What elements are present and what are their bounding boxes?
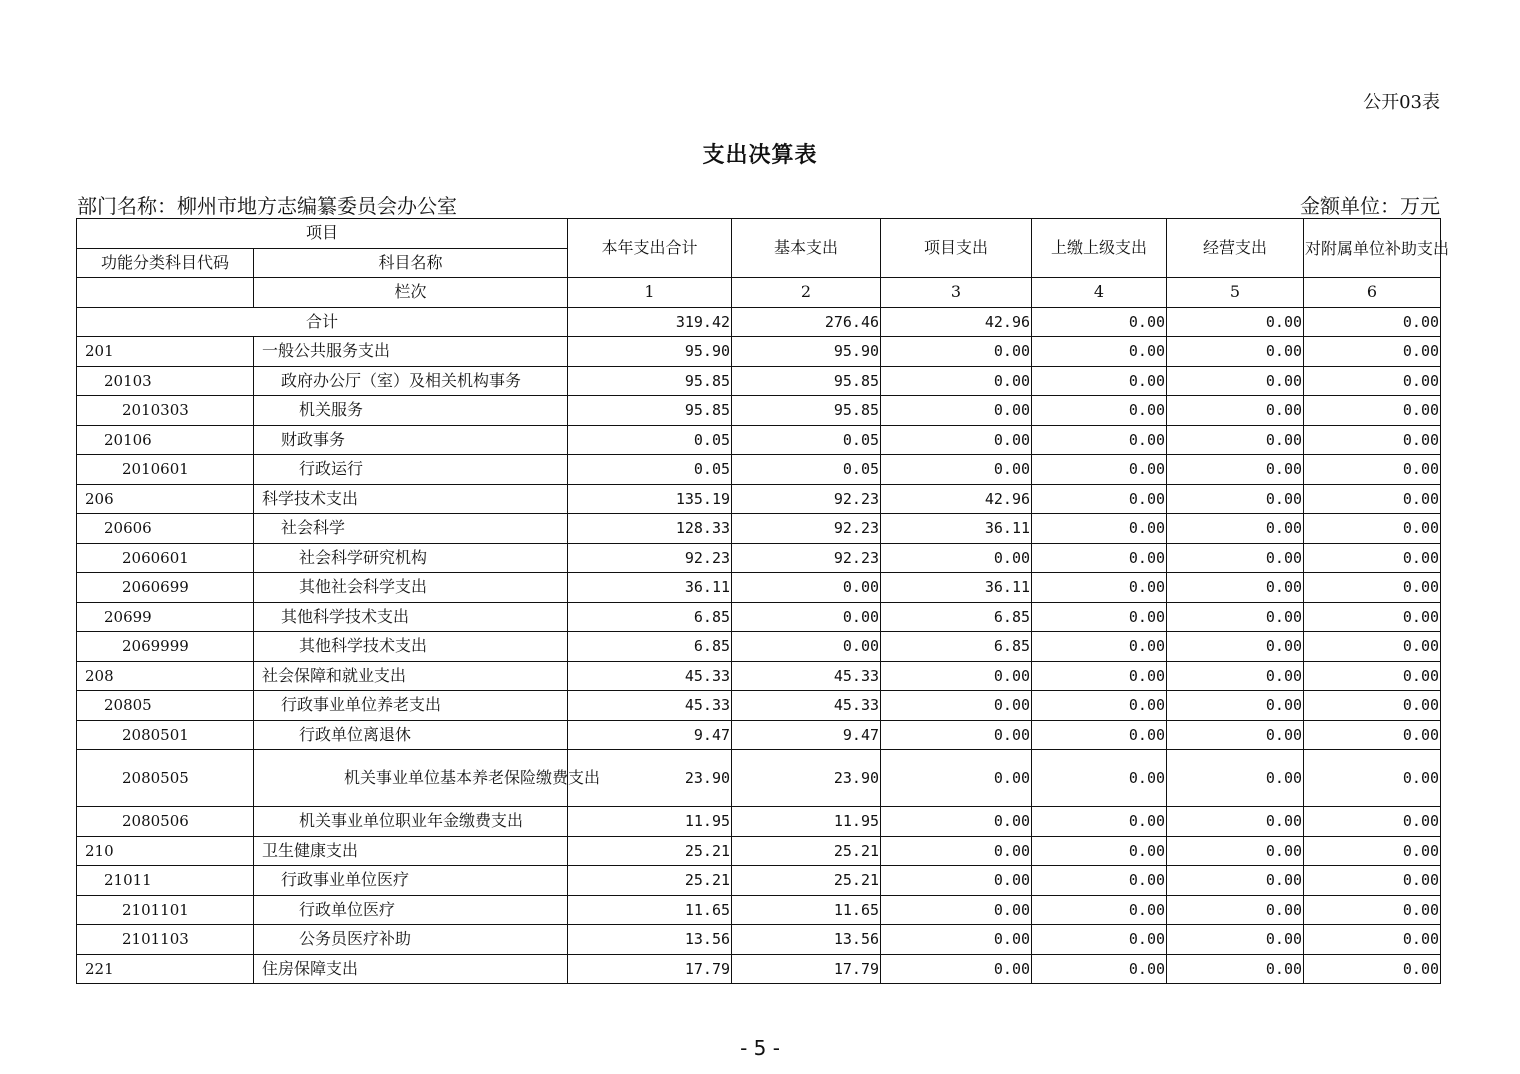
- amount-cell: 17.79: [732, 954, 881, 984]
- header-code: 功能分类科目代码: [77, 248, 254, 278]
- table-row: [77, 807, 1441, 837]
- amount-cell: 0.00: [1032, 396, 1167, 426]
- amount-cell: 0.00: [1167, 366, 1304, 396]
- form-number: 公开03表: [1363, 92, 1440, 113]
- amount-cell: 0.00: [1304, 925, 1441, 955]
- amount-cell: 0.00: [1167, 543, 1304, 573]
- subject-code: 221: [77, 954, 254, 984]
- amount-cell: 0.00: [1304, 337, 1441, 367]
- amount-cell: 0.00: [881, 691, 1032, 721]
- department-name: 部门名称：柳州市地方志编纂委员会办公室: [77, 194, 457, 218]
- amount-cell: 0.00: [732, 573, 881, 603]
- table-row: [77, 543, 1441, 573]
- amount-cell: 45.33: [568, 661, 732, 691]
- table-row: [77, 396, 1441, 426]
- subject-name: 公务员医疗补助: [254, 925, 568, 955]
- amount-cell: 0.00: [1032, 691, 1167, 721]
- amount-cell: 0.00: [1032, 484, 1167, 514]
- amount-cell: 6.85: [568, 632, 732, 662]
- subject-name: 住房保障支出: [254, 954, 568, 984]
- subject-name: 行政运行: [254, 455, 568, 485]
- amount-cell: 45.33: [732, 661, 881, 691]
- amount-cell: 0.00: [881, 750, 1032, 807]
- subject-code: 2010601: [77, 455, 254, 485]
- amount-cell: 0.00: [1167, 602, 1304, 632]
- amount-cell: 11.95: [732, 807, 881, 837]
- amount-cell: 0.00: [881, 396, 1032, 426]
- subject-code: 206: [77, 484, 254, 514]
- amount-cell: 0.00: [1167, 691, 1304, 721]
- amount-cell: 0.00: [1304, 895, 1441, 925]
- amount-cell: 95.85: [568, 396, 732, 426]
- amount-cell: 0.00: [881, 425, 1032, 455]
- subject-name: 机关服务: [254, 396, 568, 426]
- total-cell: 42.96: [881, 307, 1032, 337]
- subject-name: 其他社会科学支出: [254, 573, 568, 603]
- amount-cell: 36.11: [881, 514, 1032, 544]
- amount-cell: 0.00: [1304, 455, 1441, 485]
- amount-cell: 0.00: [1167, 455, 1304, 485]
- amount-cell: 0.00: [1304, 720, 1441, 750]
- subject-name: 行政单位离退休: [254, 720, 568, 750]
- subject-code: 20103: [77, 366, 254, 396]
- total-cell: 0.00: [1032, 307, 1167, 337]
- amount-cell: 0.00: [1167, 632, 1304, 662]
- subject-name: 机关事业单位职业年金缴费支出: [254, 807, 568, 837]
- amount-cell: 11.65: [732, 895, 881, 925]
- header-project: 项目支出: [881, 219, 1032, 278]
- amount-cell: 11.95: [568, 807, 732, 837]
- subject-code: 201: [77, 337, 254, 367]
- amount-cell: 0.00: [1167, 337, 1304, 367]
- amount-cell: 36.11: [881, 573, 1032, 603]
- subject-code: 20606: [77, 514, 254, 544]
- subject-name: 政府办公厅（室）及相关机构事务: [254, 366, 568, 396]
- subject-name: 社会科学研究机构: [254, 543, 568, 573]
- amount-cell: 17.79: [568, 954, 732, 984]
- index-3: 3: [881, 278, 1032, 308]
- amount-cell: 23.90: [568, 750, 732, 807]
- page-title: 支出决算表: [702, 143, 818, 168]
- amount-cell: 0.00: [1304, 543, 1441, 573]
- amount-cell: 0.00: [1304, 573, 1441, 603]
- amount-cell: 6.85: [568, 602, 732, 632]
- amount-cell: 92.23: [732, 543, 881, 573]
- amount-cell: 0.00: [1167, 866, 1304, 896]
- amount-cell: 0.00: [1032, 514, 1167, 544]
- header-subsidy: 对附属单位补助支出: [1304, 219, 1441, 278]
- amount-cell: 6.85: [881, 602, 1032, 632]
- subject-name: 一般公共服务支出: [254, 337, 568, 367]
- table-row: [77, 455, 1441, 485]
- table-row: [77, 925, 1441, 955]
- subject-name: 科学技术支出: [254, 484, 568, 514]
- amount-cell: 0.00: [1167, 750, 1304, 807]
- amount-cell: 95.90: [568, 337, 732, 367]
- amount-cell: 0.00: [1167, 807, 1304, 837]
- amount-unit: 金额单位：万元: [1300, 194, 1440, 218]
- header-row-1: [77, 219, 1441, 249]
- index-blank: [77, 278, 254, 308]
- header-index-row: [77, 278, 1441, 308]
- amount-cell: 95.90: [732, 337, 881, 367]
- amount-cell: 0.00: [1032, 661, 1167, 691]
- amount-cell: 6.85: [881, 632, 1032, 662]
- table-row: [77, 954, 1441, 984]
- amount-cell: 95.85: [568, 366, 732, 396]
- subject-name: 行政单位医疗: [254, 895, 568, 925]
- index-4: 4: [1032, 278, 1167, 308]
- amount-cell: 0.00: [1167, 954, 1304, 984]
- subject-code: 2080505: [77, 750, 254, 807]
- amount-cell: 11.65: [568, 895, 732, 925]
- subject-name: 社会科学: [254, 514, 568, 544]
- amount-cell: 0.00: [1032, 366, 1167, 396]
- amount-cell: 0.05: [568, 425, 732, 455]
- amount-cell: 25.21: [568, 836, 732, 866]
- amount-cell: 92.23: [732, 484, 881, 514]
- index-6: 6: [1304, 278, 1441, 308]
- amount-cell: 0.00: [1167, 661, 1304, 691]
- header-basic: 基本支出: [732, 219, 881, 278]
- amount-cell: 0.00: [1304, 866, 1441, 896]
- amount-cell: 92.23: [568, 543, 732, 573]
- subject-name: 其他科学技术支出: [254, 602, 568, 632]
- amount-cell: 9.47: [568, 720, 732, 750]
- table-row: [77, 866, 1441, 896]
- amount-cell: 0.00: [1304, 750, 1441, 807]
- header-remit: 上缴上级支出: [1032, 219, 1167, 278]
- table-row: [77, 691, 1441, 721]
- amount-cell: 0.00: [1167, 514, 1304, 544]
- amount-cell: 135.19: [568, 484, 732, 514]
- amount-cell: 0.00: [1304, 954, 1441, 984]
- amount-cell: 45.33: [732, 691, 881, 721]
- subject-code: 2060601: [77, 543, 254, 573]
- subject-name: 财政事务: [254, 425, 568, 455]
- amount-cell: 0.00: [1032, 750, 1167, 807]
- amount-cell: 45.33: [568, 691, 732, 721]
- header-item: 项目: [77, 219, 568, 249]
- amount-cell: 25.21: [732, 836, 881, 866]
- table-row: [77, 750, 1441, 807]
- amount-cell: 0.00: [881, 895, 1032, 925]
- index-5: 5: [1167, 278, 1304, 308]
- table-row: [77, 632, 1441, 662]
- amount-cell: 0.00: [1167, 425, 1304, 455]
- subject-name: 社会保障和就业支出: [254, 661, 568, 691]
- amount-cell: 13.56: [732, 925, 881, 955]
- table-row: [77, 836, 1441, 866]
- total-cell: 319.42: [568, 307, 732, 337]
- amount-cell: 0.00: [1032, 337, 1167, 367]
- amount-cell: 0.00: [1167, 484, 1304, 514]
- table-row: [77, 661, 1441, 691]
- total-cell: 0.00: [1167, 307, 1304, 337]
- expenditure-table: [76, 218, 1450, 984]
- amount-cell: 0.05: [732, 455, 881, 485]
- amount-cell: 0.05: [732, 425, 881, 455]
- amount-cell: 0.00: [1032, 602, 1167, 632]
- amount-cell: 0.00: [1304, 661, 1441, 691]
- amount-cell: 0.00: [881, 807, 1032, 837]
- table-row: [77, 573, 1441, 603]
- table-row: [77, 514, 1441, 544]
- subject-code: 2101103: [77, 925, 254, 955]
- amount-cell: 92.23: [732, 514, 881, 544]
- subject-code: 2010303: [77, 396, 254, 426]
- amount-cell: 0.00: [1304, 632, 1441, 662]
- amount-cell: 25.21: [568, 866, 732, 896]
- subject-name: 其他科学技术支出: [254, 632, 568, 662]
- amount-cell: 0.00: [881, 661, 1032, 691]
- amount-cell: 0.00: [1032, 573, 1167, 603]
- amount-cell: 0.00: [1032, 925, 1167, 955]
- amount-cell: 0.00: [1032, 543, 1167, 573]
- page-number: - 5 -: [740, 1036, 780, 1060]
- index-1: 1: [568, 278, 732, 308]
- subject-code: 20699: [77, 602, 254, 632]
- total-cell: 276.46: [732, 307, 881, 337]
- amount-cell: 25.21: [732, 866, 881, 896]
- subject-code: 2080506: [77, 807, 254, 837]
- amount-cell: 0.00: [732, 632, 881, 662]
- amount-cell: 95.85: [732, 396, 881, 426]
- table-row: [77, 366, 1441, 396]
- subject-name: 行政事业单位养老支出: [254, 691, 568, 721]
- index-2: 2: [732, 278, 881, 308]
- amount-cell: 0.00: [1304, 514, 1441, 544]
- amount-cell: 0.00: [1167, 720, 1304, 750]
- subject-name: 行政事业单位医疗: [254, 866, 568, 896]
- header-name: 科目名称: [254, 248, 568, 278]
- amount-cell: 9.47: [732, 720, 881, 750]
- total-label: 合计: [77, 307, 568, 337]
- table-row: [77, 337, 1441, 367]
- amount-cell: 0.00: [881, 866, 1032, 896]
- subject-code: 21011: [77, 866, 254, 896]
- subject-code: 2080501: [77, 720, 254, 750]
- amount-cell: 0.00: [1032, 836, 1167, 866]
- amount-cell: 0.00: [1167, 573, 1304, 603]
- amount-cell: 0.00: [1304, 425, 1441, 455]
- subject-code: 20805: [77, 691, 254, 721]
- amount-cell: 0.00: [1167, 895, 1304, 925]
- table-row: [77, 484, 1441, 514]
- amount-cell: 0.00: [1304, 366, 1441, 396]
- amount-cell: 0.00: [1304, 807, 1441, 837]
- amount-cell: 0.00: [881, 836, 1032, 866]
- table-row: [77, 602, 1441, 632]
- amount-cell: 0.00: [1304, 602, 1441, 632]
- subject-name: 卫生健康支出: [254, 836, 568, 866]
- amount-cell: 42.96: [881, 484, 1032, 514]
- amount-cell: 0.00: [881, 337, 1032, 367]
- amount-cell: 0.00: [1032, 632, 1167, 662]
- amount-cell: 36.11: [568, 573, 732, 603]
- amount-cell: 95.85: [732, 366, 881, 396]
- amount-cell: 23.90: [732, 750, 881, 807]
- amount-cell: 0.00: [1032, 866, 1167, 896]
- total-row: [77, 307, 1441, 337]
- header-total: 本年支出合计: [568, 219, 732, 278]
- amount-cell: 13.56: [568, 925, 732, 955]
- amount-cell: 0.00: [1304, 836, 1441, 866]
- amount-cell: 0.00: [732, 602, 881, 632]
- subject-code: 210: [77, 836, 254, 866]
- subject-code: 2060699: [77, 573, 254, 603]
- amount-cell: 128.33: [568, 514, 732, 544]
- amount-cell: 0.00: [1167, 836, 1304, 866]
- amount-cell: 0.00: [1304, 691, 1441, 721]
- amount-cell: 0.00: [1167, 396, 1304, 426]
- amount-cell: 0.00: [881, 455, 1032, 485]
- amount-cell: 0.00: [1304, 396, 1441, 426]
- subject-name: 机关事业单位基本养老保险缴费支出: [254, 750, 568, 807]
- amount-cell: 0.05: [568, 455, 732, 485]
- table-row: [77, 425, 1441, 455]
- subject-code: 208: [77, 661, 254, 691]
- amount-cell: 0.00: [1304, 484, 1441, 514]
- total-cell: 0.00: [1304, 307, 1441, 337]
- amount-cell: 0.00: [881, 543, 1032, 573]
- amount-cell: 0.00: [881, 925, 1032, 955]
- index-label: 栏次: [254, 278, 568, 308]
- amount-cell: 0.00: [1032, 720, 1167, 750]
- amount-cell: 0.00: [1167, 925, 1304, 955]
- amount-cell: 0.00: [1032, 807, 1167, 837]
- amount-cell: 0.00: [881, 954, 1032, 984]
- subject-code: 2101101: [77, 895, 254, 925]
- table-row: [77, 895, 1441, 925]
- amount-cell: 0.00: [1032, 425, 1167, 455]
- table-row: [77, 720, 1441, 750]
- amount-cell: 0.00: [1032, 895, 1167, 925]
- amount-cell: 0.00: [881, 720, 1032, 750]
- subject-code: 2069999: [77, 632, 254, 662]
- amount-cell: 0.00: [881, 366, 1032, 396]
- header-business: 经营支出: [1167, 219, 1304, 278]
- subject-code: 20106: [77, 425, 254, 455]
- amount-cell: 0.00: [1032, 954, 1167, 984]
- amount-cell: 0.00: [1032, 455, 1167, 485]
